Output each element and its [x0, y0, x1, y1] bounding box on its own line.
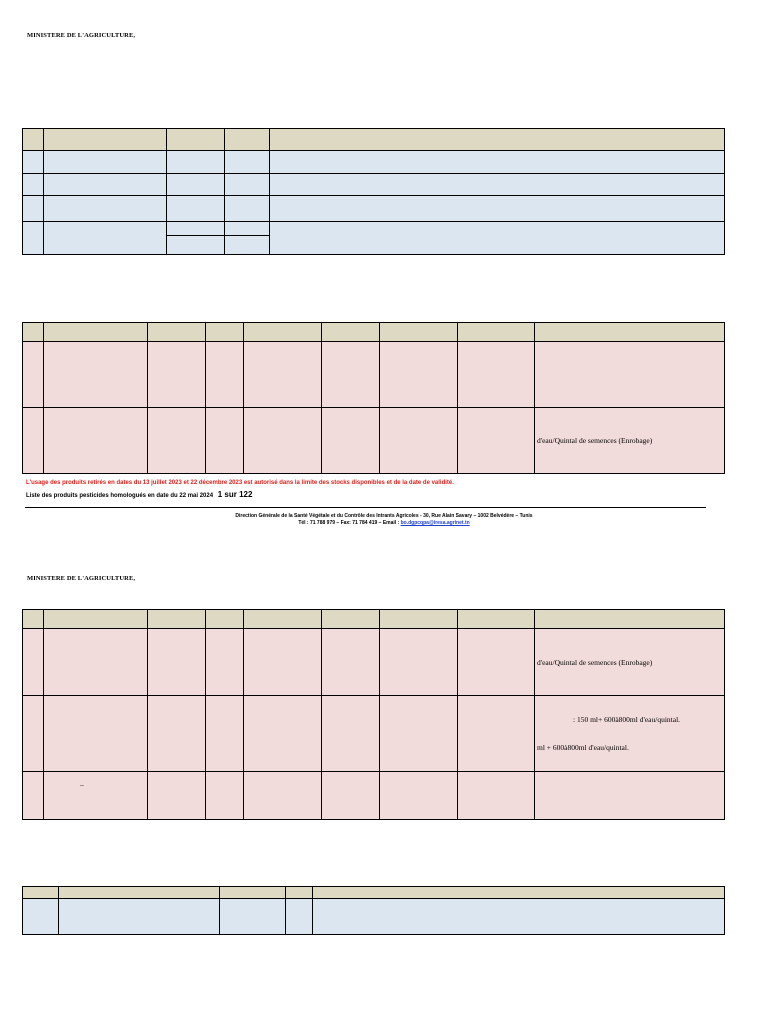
- dose-cell: [535, 696, 725, 772]
- table-row: [23, 342, 725, 408]
- product-table-1: [22, 128, 725, 255]
- table-row: [23, 408, 725, 474]
- ministry-header: MINISTERE DE L'AGRICULTURE,: [27, 32, 136, 39]
- table-header-row: [23, 610, 725, 629]
- page-number: 1 sur 122: [217, 490, 253, 499]
- table-row: [23, 174, 725, 196]
- dash-mark: –: [44, 772, 148, 820]
- footer-divider: [25, 507, 706, 508]
- footer-email-link[interactable]: bo.dgpcqpa@iresa.agrinet.tn: [400, 520, 470, 526]
- withdrawal-note: L'usage des produits retirés en dates du 13 juillet 2023 et 22 décembre 2023 est autorisé dans la limite des stocks disponibles et de la date de validité.: [26, 480, 454, 486]
- dose-line-a: : 150 ml+ 600à800ml d'eau/quintal.: [573, 715, 681, 724]
- list-date-line: [26, 490, 252, 499]
- table-row: [23, 696, 725, 772]
- table-row: [23, 899, 725, 935]
- product-table-2: [22, 322, 725, 474]
- table-row: [23, 151, 725, 174]
- table-row: [23, 629, 725, 696]
- footer-line-2: [20, 520, 748, 527]
- footer-address: [20, 513, 748, 527]
- product-table-3: [22, 609, 725, 820]
- dose-cell: d'eau/Quintal de semences (Enrobage): [535, 408, 725, 474]
- footer-contact: Tél : 71 788 979 – Fax: 71 784 419 – Email :: [298, 520, 400, 526]
- table-row: [23, 222, 725, 236]
- table-header-row: [23, 323, 725, 342]
- dose-cell: d'eau/Quintal de semences (Enrobage): [535, 629, 725, 696]
- product-table-4: [22, 886, 725, 935]
- ministry-header: MINISTERE DE L'AGRICULTURE,: [27, 575, 136, 582]
- table-row: [23, 196, 725, 222]
- table-row: [23, 772, 725, 820]
- table-header-row: [23, 887, 725, 899]
- table-header-row: [23, 129, 725, 151]
- dose-line-b: ml + 600à800ml d'eau/quintal.: [537, 743, 629, 752]
- list-date-text: Liste des produits pesticides homologués en date du 22 mai 2024: [26, 493, 214, 499]
- footer-line-1: Direction Générale de la Santé Végétale et du Contrôle des Intrants Agricoles - 30, Rue Alain Savary – 1002 Belvédère – Tunis: [235, 513, 533, 519]
